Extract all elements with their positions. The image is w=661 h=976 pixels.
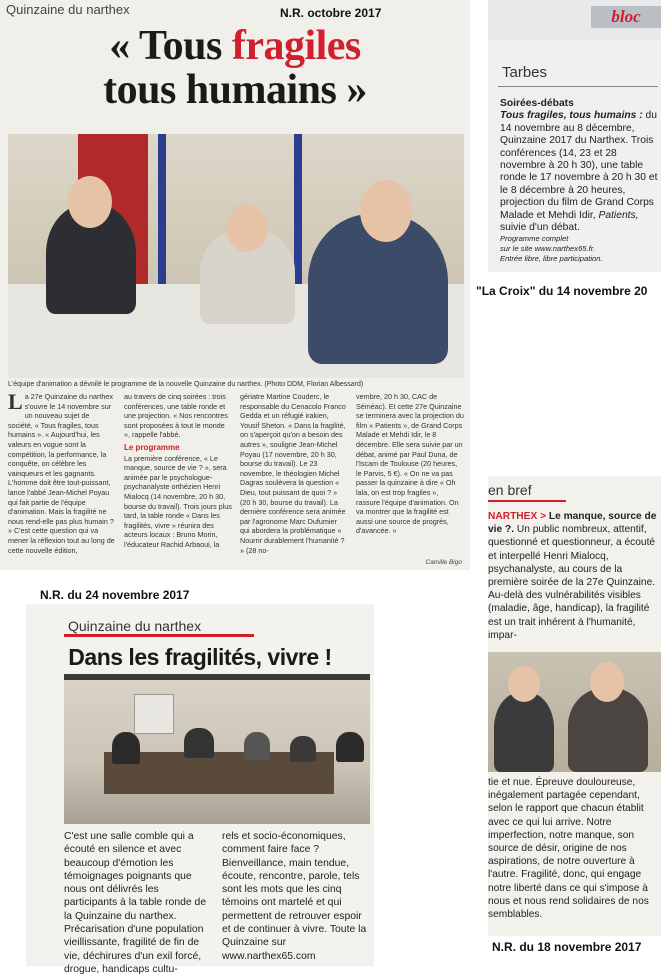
article-headline: Dans les fragilités, vivre ! <box>68 644 332 670</box>
team-photo <box>8 134 464 378</box>
column-2: rels et socio-économiques, comment faire face ? Bienveillance, main tendue, écoute, rencontre, parole, tels sont les mots que les cinq témoins ont martelé et qui permettent de retrouver espoir et de continuer à vivre. Toute la Quinzaine sur www.narthex65.com <box>222 831 367 962</box>
brief-continuation: tie et nue. Épreuve douloureuse, inégalement partagée cependant, selon le rapport que chacun établit avec ce qui lui arrive. Notre imperfection, notre manque, son source de désir, origine de nos aspirations, de notre ouverture à l'autre. Fragilité, donc, qui engage notre liberté dans ce qui s'impose à nous et nous rend solidaires de nos semblables. <box>488 777 649 921</box>
section-subhead: Le programme <box>124 442 180 452</box>
event-notice <box>500 98 658 234</box>
section-tab: en bref <box>488 482 532 498</box>
headline-part-1: « Tous <box>109 23 232 69</box>
notice-body: du 14 novembre au 8 décembre, Quinzaine 2017 du Narthex. Trois conférences (14, 23 et 28 novembre à 20 h 30), une table ronde le 17 novembre à 20 h 30 et le 8 décembre à 20 heures, projection du film de Grand Corps Malade et Mehdi Idir, <box>500 110 658 221</box>
footer-line-2: sur le site www.narthex65.fr. <box>500 244 596 253</box>
bloc-tag: bloc <box>591 6 661 28</box>
divider <box>498 86 658 87</box>
photo-backdrop-blue <box>158 134 166 284</box>
footer-line-3: Entrée libre, libre participation. <box>500 254 603 263</box>
headline-part-2: tous humains » <box>103 67 367 113</box>
article-clip-la-croix <box>488 0 661 272</box>
section-tab-underline <box>488 500 566 502</box>
brief-kicker: NARTHEX > <box>488 511 547 522</box>
column-3: gériatre Martine Couderc, le responsable du Cenacolo Franco Gedda et un réfugié irakien, Yousif Sheton. « Dans la fragilité, on s'aperçoit qu'on a besoin des autres », souligne Jean-Michel Poyau (17 novembre, 20 h 30, bourse du travail). Le 23 novembre, le théologien Michel Dagras soulèvera la question « Dieu, tout puissant de quoi ? » (20 h 30, bourse du travail). La dernière conférence sera animée par l'agronome Marc Dufumier qui abordera la problématique « Nourrir durablement l'humanité ? » (28 no- <box>240 392 346 555</box>
film-title: Patients, <box>598 209 639 221</box>
person-right-head <box>360 180 412 242</box>
photo-caption: L'équipe d'animation a dévoilé le programme de la nouvelle Quinzaine du narthex. (Photo DDM, Florian Albessard) <box>8 381 364 388</box>
article-columns <box>64 830 370 976</box>
nr-18-caption: N.R. du 18 novembre 2017 <box>492 940 642 954</box>
column-2-intro: au travers de cinq soirées : trois conférences, une table ronde et une projection. « Nos rencontres sont proposées à tout le monde », rappelle l'abbé. <box>124 392 228 440</box>
column-4: vembre, 20 h 30, CAC de Séméac). Et cette 27e Quinzaine se terminera avec la projection du film « Patients », de Grand Corps Malade et Mehdi Idir, le 8 décembre. Elle sera suivie par un débat, animé par Paul Duna, de l'Iscam de Toulouse (20 heures, le Parvis, 5 €). « On ne va pas passer la quinzaine à dire « Oh lala, on est trop fragiles », rassure l'équipe d'animation. On va montrer que la fragilité est aussi une source de progrès, d'avancée. » <box>356 392 464 536</box>
speaker-right-head <box>590 662 624 702</box>
speaker-left <box>494 692 554 772</box>
brief-text <box>488 510 658 642</box>
panelist-3 <box>244 732 270 760</box>
article-clip-24-nov <box>26 604 374 975</box>
column-1: C'est une salle comble qui a écouté en silence et avec beaucoup d'émotion les témoignages poignants que nous ont délivrés les participants à la table ronde de la Quinzaine du narthex. Précarisation d'une population vieillissante, fragilité de fin de vie, déchirures d'un exil forcé, drogue, handicaps cultu- <box>64 831 207 975</box>
photo-backdrop-blue-2 <box>294 134 302 284</box>
speakers-photo <box>488 652 661 772</box>
notice-after: suivie d'un débat. <box>500 222 580 234</box>
wall-frame <box>134 694 174 734</box>
headline-red-word: fragiles <box>231 23 361 69</box>
rubric-label: Quinzaine du narthex <box>68 618 202 634</box>
panel-photo <box>64 674 370 824</box>
notice-subtitle: Tous fragiles, tous humains : <box>500 110 643 122</box>
brief-title: Le manque, source de vie ?. <box>488 511 657 536</box>
brief-body: Un public nombreux, attentif, questionné et questionneur, a écouté et interpellé Henri Mialocq, psychanalyste, au cours de la première soirée de la 27e Quinzaine. Au-delà des vulnérabilités visibles (maladie, âge, handicap), la fragilité est un trait inhérent à l'humanité, impar- <box>488 524 656 641</box>
source-date-label: N.R. octobre 2017 <box>280 6 382 20</box>
nr-24-caption: N.R. du 24 novembre 2017 <box>40 588 190 602</box>
la-croix-caption: "La Croix" du 14 novembre 20 <box>476 284 648 298</box>
column-2 <box>124 392 232 562</box>
rubric-underline <box>64 634 254 637</box>
drop-cap: L <box>8 389 23 414</box>
photo-ceiling <box>64 674 370 680</box>
notice-footer <box>500 234 658 264</box>
column-1-text: a 27e Quinzaine du narthex s'ouvre le 14 novembre sur un nouveau sujet de société, « Tous fragiles, tous humains ». « Aujourd'hui, les valeurs en vogue sont la compétition, la performance, la conquête, on célèbre les vainqueurs et les gagnants. L'homme doit être tout-puissant, lance l'abbé Jean-Michel Poyau qui fait partie de l'équipe d'animation. Mais la fragilité ne nous rend-elle pas plus humain ? » C'est cette question qui va mener la réflexion tout au long de cette nouvelle édition, <box>8 392 115 555</box>
person-middle-head <box>226 204 268 252</box>
article-columns <box>8 389 464 562</box>
footer-line-1: Programme complet <box>500 234 569 243</box>
article-headline <box>0 24 470 112</box>
panelist-4 <box>290 736 316 762</box>
person-left-head <box>68 176 112 228</box>
article-clip-octobre <box>0 0 470 570</box>
city-label: Tarbes <box>502 64 548 81</box>
column-1 <box>8 389 116 562</box>
panelist-2 <box>184 728 214 758</box>
article-clip-18-nov <box>488 476 661 936</box>
panelist-1 <box>112 732 140 764</box>
notice-title: Soirées-débats <box>500 98 574 109</box>
rubric-label: Quinzaine du narthex <box>6 2 130 17</box>
panelist-5 <box>336 732 364 762</box>
byline: Camille Bigo <box>425 559 462 566</box>
column-2-body: La première conférence, « Le manque, source de vie ? », sera animée par le psychologue-psychanalyste orthézien Henri Mialocq (14 novembre, 20 h 30, bourse du travail). Trois jours plus tard, la table ronde « Dans les fragilités, vivre » réunira des acteurs locaux : Bruno Morin, l'éducateur Rachid Arbaoui, la <box>124 453 232 549</box>
speaker-left-head <box>508 666 540 702</box>
